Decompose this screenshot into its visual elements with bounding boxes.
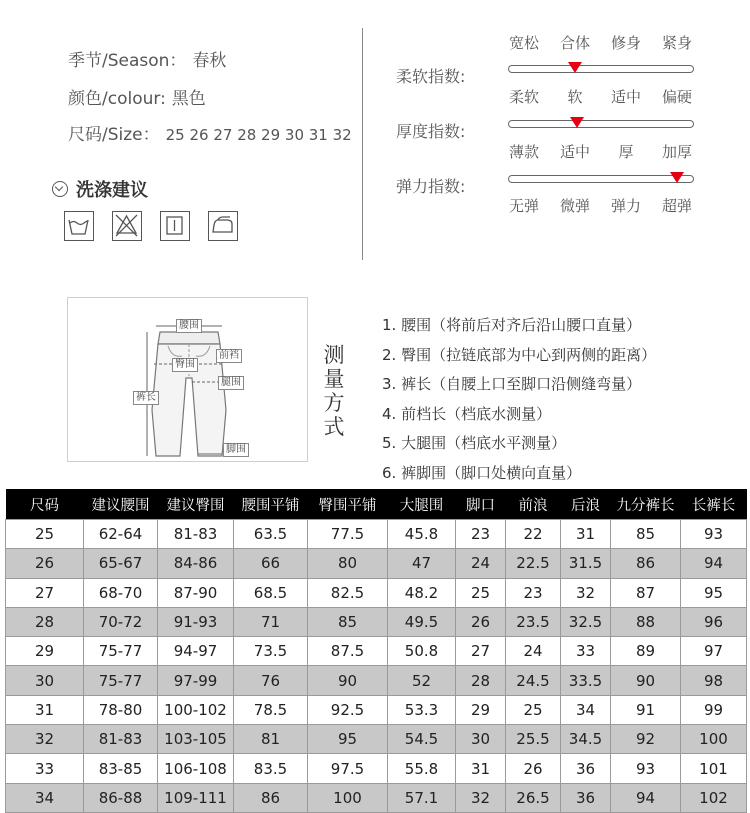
- table-cell: 65-67: [84, 549, 158, 578]
- measure-illustration: [67, 297, 308, 462]
- season-value: 春秋: [192, 51, 227, 71]
- tag-front-rise: 前裆: [216, 349, 242, 363]
- no-bleach-icon: [112, 211, 142, 241]
- table-cell: 68-70: [84, 578, 158, 607]
- table-cell: 93: [611, 754, 681, 783]
- wash-title: [52, 176, 148, 202]
- table-cell: 29: [456, 695, 506, 724]
- wash-icons: [64, 211, 238, 241]
- table-cell: 23.5: [506, 607, 561, 636]
- table-cell: 49.5: [388, 607, 456, 636]
- measure-method-item: 6. 裤脚围（脚口处横向直量）: [382, 463, 582, 482]
- table-cell: 83.5: [234, 754, 308, 783]
- table-cell: 25: [456, 578, 506, 607]
- thickness-level: 加厚: [661, 143, 693, 161]
- elasticity-level: 微弹: [559, 197, 591, 215]
- table-row: [6, 607, 747, 636]
- table-cell: 31: [6, 695, 84, 724]
- table-cell: 52: [388, 666, 456, 695]
- tag-waist: 腰围: [176, 319, 202, 333]
- wash-title-text: 洗涤建议: [76, 180, 148, 201]
- measure-method-item: 4. 前档长（档底水测量）: [382, 404, 552, 423]
- table-cell: 87: [611, 578, 681, 607]
- table-cell: 26.5: [506, 783, 561, 812]
- table-cell: 25: [6, 520, 84, 549]
- tag-hip: 臀围: [172, 358, 198, 372]
- table-cell: 103-105: [158, 725, 234, 754]
- table-cell: 83-85: [84, 754, 158, 783]
- tag-length: 裤长: [133, 391, 159, 405]
- softness-level: 软: [567, 88, 583, 106]
- table-cell: 68.5: [234, 578, 308, 607]
- table-cell: 88: [611, 607, 681, 636]
- table-cell: 36: [561, 754, 611, 783]
- table-cell: 75-77: [84, 637, 158, 666]
- size-value: 25 26 27 28 29 30 31 32: [165, 126, 352, 144]
- table-cell: 86-88: [84, 783, 158, 812]
- thickness-marker: [570, 117, 584, 128]
- table-cell: 24: [456, 549, 506, 578]
- table-cell: 30: [6, 666, 84, 695]
- table-cell: 33: [561, 637, 611, 666]
- table-cell: 91: [611, 695, 681, 724]
- table-cell: 31.5: [561, 549, 611, 578]
- table-row: [6, 695, 747, 724]
- table-cell: 50.8: [388, 637, 456, 666]
- elasticity-level: 弹力: [610, 197, 642, 215]
- table-cell: 57.1: [388, 783, 456, 812]
- fit-level: 合体: [559, 34, 591, 52]
- table-cell: 66: [234, 549, 308, 578]
- wash-tub-icon: [64, 211, 94, 241]
- table-cell: 22: [506, 520, 561, 549]
- table-cell: 26: [456, 607, 506, 636]
- table-cell: 102: [681, 783, 747, 812]
- table-header-cell: 腰围平铺: [234, 489, 308, 520]
- measure-method-list: [382, 313, 656, 490]
- measure-method-item: 3. 裤长（自腰上口至脚口沿侧缝弯量）: [382, 375, 642, 393]
- elasticity-level: 超弹: [661, 197, 693, 215]
- table-cell: 100: [681, 725, 747, 754]
- table-cell: 96: [681, 607, 747, 636]
- table-cell: 86: [611, 549, 681, 578]
- tumble-dry-icon: [160, 211, 190, 241]
- table-cell: 101: [681, 754, 747, 783]
- table-cell: 95: [681, 578, 747, 607]
- table-cell: 28: [456, 666, 506, 695]
- table-cell: 53.3: [388, 695, 456, 724]
- table-header-cell: 长裤长: [681, 489, 747, 520]
- season-label: 季节/Season：: [68, 51, 187, 71]
- fit-level: 修身: [610, 34, 642, 52]
- table-cell: 25: [506, 695, 561, 724]
- table-cell: 92.5: [308, 695, 388, 724]
- measure-method-char: 式: [323, 415, 345, 439]
- thickness-level: 薄款: [508, 143, 540, 161]
- table-cell: 27: [6, 578, 84, 607]
- table-cell: 31: [456, 754, 506, 783]
- table-cell: 97-99: [158, 666, 234, 695]
- measure-method-item: 1. 腰围（将前后对齐后沿山腰口直量）: [382, 316, 642, 334]
- table-cell: 32: [6, 725, 84, 754]
- table-cell: 73.5: [234, 637, 308, 666]
- elasticity-marker: [670, 172, 684, 183]
- table-cell: 90: [611, 666, 681, 695]
- elasticity-label: 弹力指数:: [396, 177, 466, 196]
- table-cell: 77.5: [308, 520, 388, 549]
- table-cell: 87-90: [158, 578, 234, 607]
- table-cell: 85: [308, 607, 388, 636]
- table-cell: 48.2: [388, 578, 456, 607]
- thickness-bar: [508, 120, 694, 128]
- table-cell: 71: [234, 607, 308, 636]
- chevron-down-icon: [52, 181, 68, 197]
- table-cell: 34: [6, 783, 84, 812]
- fit-level: 宽松: [508, 34, 540, 52]
- elasticity-bar: [508, 175, 694, 183]
- table-header-cell: 大腿围: [388, 489, 456, 520]
- table-header-cell: 后浪: [561, 489, 611, 520]
- table-cell: 86: [234, 783, 308, 812]
- tag-leg-opening: 脚围: [223, 443, 249, 457]
- table-cell: 29: [6, 637, 84, 666]
- softness-bar: [508, 65, 694, 73]
- table-row: [6, 637, 747, 666]
- color-row: [68, 84, 206, 109]
- thickness-label: 厚度指数:: [396, 122, 466, 141]
- table-cell: 78.5: [234, 695, 308, 724]
- table-cell: 94: [681, 549, 747, 578]
- table-cell: 91-93: [158, 607, 234, 636]
- table-cell: 26: [6, 549, 84, 578]
- table-cell: 23: [506, 578, 561, 607]
- table-cell: 89: [611, 637, 681, 666]
- table-cell: 78-80: [84, 695, 158, 724]
- table-header-cell: 脚口: [456, 489, 506, 520]
- measure-method-char: 量: [323, 367, 345, 391]
- season-row: [68, 46, 226, 71]
- table-cell: 32.5: [561, 607, 611, 636]
- table-cell: 82.5: [308, 578, 388, 607]
- table-row: [6, 549, 747, 578]
- table-cell: 31: [561, 520, 611, 549]
- table-cell: 62-64: [84, 520, 158, 549]
- table-header-row: [6, 489, 747, 520]
- table-cell: 47: [388, 549, 456, 578]
- table-cell: 33: [6, 754, 84, 783]
- measure-method-item: 2. 臀围（拉链底部为中心到两侧的距离）: [382, 345, 657, 364]
- table-header-cell: 建议腰围: [84, 489, 158, 520]
- measure-method-char: 测: [323, 343, 345, 367]
- table-row: [6, 725, 747, 754]
- table-cell: 26: [506, 754, 561, 783]
- table-cell: 30: [456, 725, 506, 754]
- table-cell: 33.5: [561, 666, 611, 695]
- table-header-cell: 建议臀围: [158, 489, 234, 520]
- table-cell: 98: [681, 666, 747, 695]
- table-cell: 70-72: [84, 607, 158, 636]
- table-cell: 97: [681, 637, 747, 666]
- table-header-cell: 九分裤长: [611, 489, 681, 520]
- table-cell: 24: [506, 637, 561, 666]
- iron-icon: [208, 211, 238, 241]
- table-cell: 94: [611, 783, 681, 812]
- table-cell: 81-83: [158, 520, 234, 549]
- table-cell: 28: [6, 607, 84, 636]
- measure-method-item: 5. 大腿围（档底水平测量）: [382, 434, 567, 452]
- table-cell: 76: [234, 666, 308, 695]
- measure-method-char: 方: [323, 391, 345, 415]
- table-cell: 81-83: [84, 725, 158, 754]
- measure-method-title: [322, 343, 346, 439]
- table-cell: 45.8: [388, 520, 456, 549]
- table-cell: 32: [561, 578, 611, 607]
- table-cell: 95: [308, 725, 388, 754]
- table-cell: 23: [456, 520, 506, 549]
- table-cell: 32: [456, 783, 506, 812]
- table-cell: 75-77: [84, 666, 158, 695]
- table-header-cell: 前浪: [506, 489, 561, 520]
- thickness-level: 适中: [559, 143, 591, 161]
- table-row: [6, 783, 747, 812]
- table-cell: 85: [611, 520, 681, 549]
- table-cell: 109-111: [158, 783, 234, 812]
- table-cell: 24.5: [506, 666, 561, 695]
- table-cell: 87.5: [308, 637, 388, 666]
- table-cell: 100-102: [158, 695, 234, 724]
- table-cell: 92: [611, 725, 681, 754]
- table-cell: 36: [561, 783, 611, 812]
- size-table-body: [6, 520, 747, 813]
- size-table: [5, 489, 747, 813]
- table-cell: 63.5: [234, 520, 308, 549]
- elasticity-level: 无弹: [508, 197, 540, 215]
- size-label: 尺码/Size：: [68, 125, 160, 145]
- table-cell: 55.8: [388, 754, 456, 783]
- fit-level: 紧身: [661, 34, 693, 52]
- softness-level: 适中: [610, 88, 642, 106]
- table-cell: 34.5: [561, 725, 611, 754]
- softness-level: 偏硬: [661, 88, 693, 106]
- table-cell: 100: [308, 783, 388, 812]
- table-cell: 90: [308, 666, 388, 695]
- color-label: 颜色/colour:: [68, 89, 166, 109]
- table-row: [6, 754, 747, 783]
- table-header-cell: 臀围平铺: [308, 489, 388, 520]
- table-cell: 80: [308, 549, 388, 578]
- softness-level: 柔软: [508, 88, 540, 106]
- table-cell: 84-86: [158, 549, 234, 578]
- table-header-cell: 尺码: [6, 489, 84, 520]
- table-cell: 94-97: [158, 637, 234, 666]
- table-cell: 25.5: [506, 725, 561, 754]
- softness-marker: [568, 62, 582, 73]
- color-value: 黑色: [171, 89, 206, 109]
- table-cell: 106-108: [158, 754, 234, 783]
- vertical-divider: [362, 28, 363, 260]
- table-cell: 93: [681, 520, 747, 549]
- thickness-level: 厚: [618, 143, 634, 161]
- table-row: [6, 666, 747, 695]
- size-row: [68, 120, 352, 145]
- table-row: [6, 520, 747, 549]
- table-cell: 97.5: [308, 754, 388, 783]
- table-cell: 99: [681, 695, 747, 724]
- table-cell: 27: [456, 637, 506, 666]
- tag-thigh: 腿围: [218, 376, 244, 390]
- table-cell: 54.5: [388, 725, 456, 754]
- table-cell: 81: [234, 725, 308, 754]
- softness-label: 柔软指数:: [396, 67, 466, 86]
- table-row: [6, 578, 747, 607]
- table-cell: 34: [561, 695, 611, 724]
- table-cell: 22.5: [506, 549, 561, 578]
